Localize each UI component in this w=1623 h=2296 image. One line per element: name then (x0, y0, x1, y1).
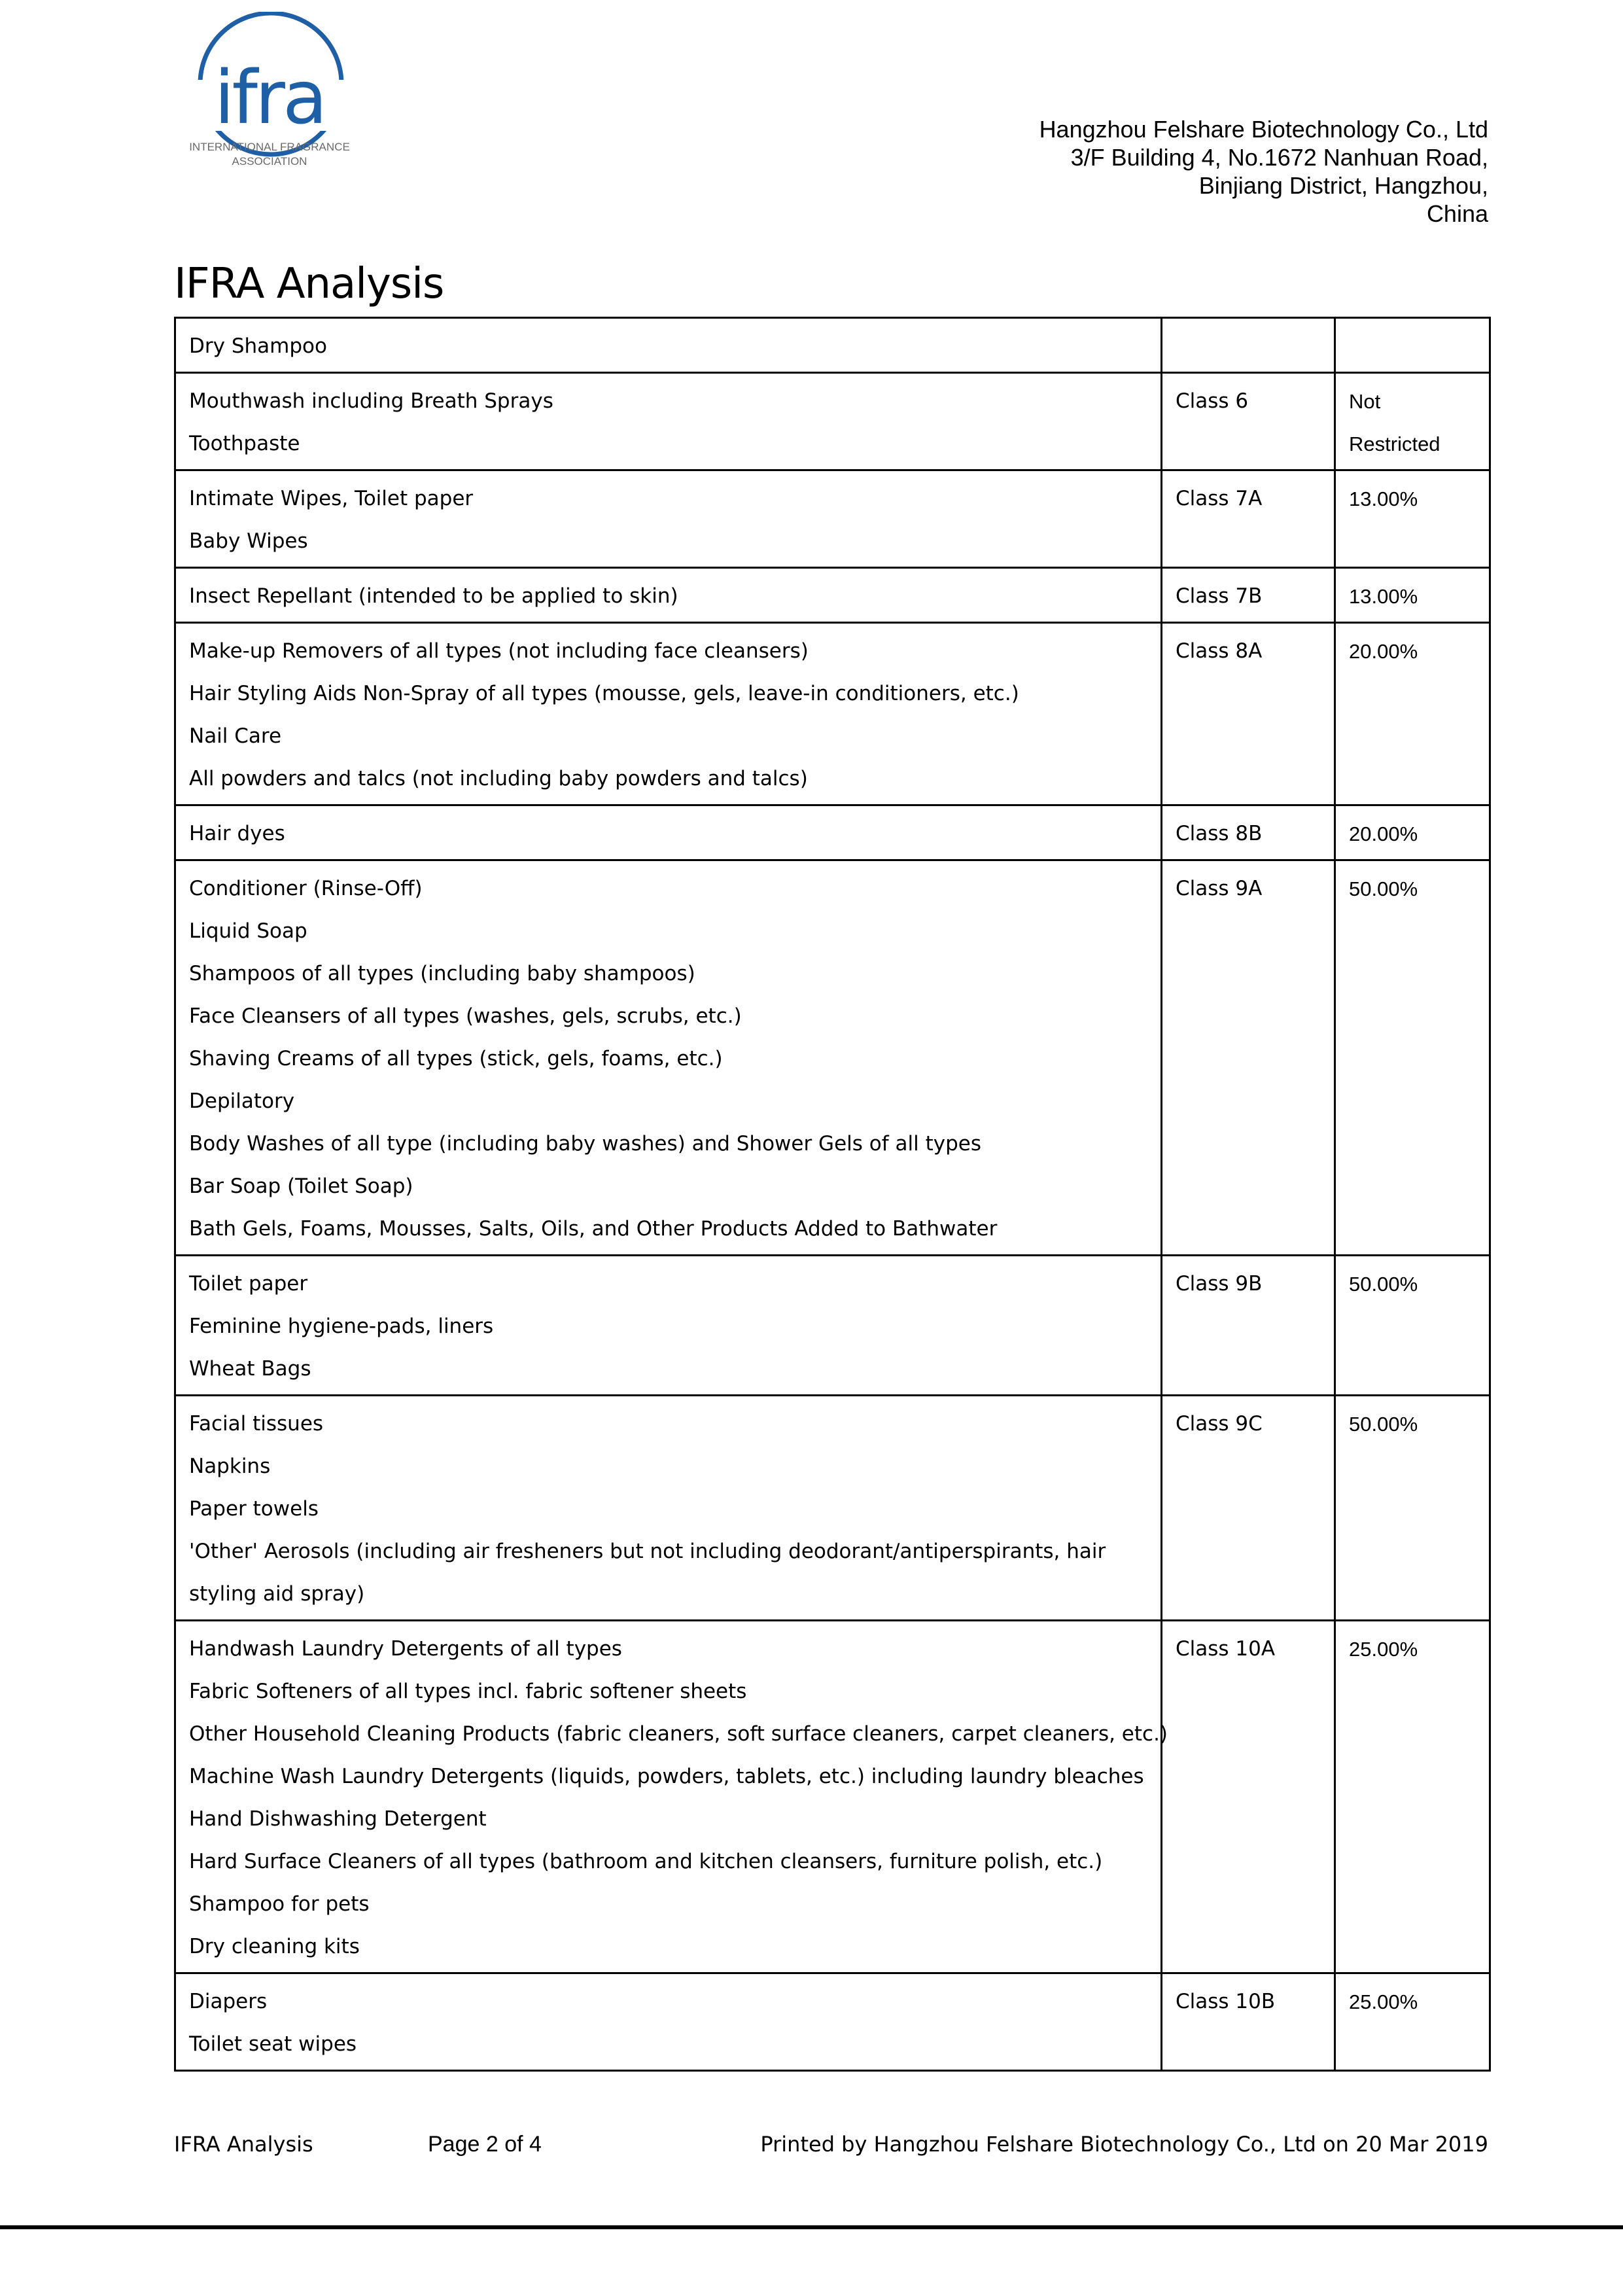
ifra-logo (184, 12, 355, 175)
product-type-item: Other Household Cleaning Products (fabric cleaners, soft surface cleaners, carpet cleaners, etc.) (189, 1722, 1168, 1746)
table-row (175, 623, 1490, 805)
max-limit-cell: 13.00% (1335, 568, 1490, 623)
product-type-item: Dry Shampoo (189, 334, 327, 358)
table-row (175, 1396, 1490, 1621)
product-types-cell (175, 1396, 1162, 1621)
product-types-cell (175, 318, 1162, 373)
product-type-item: Conditioner (Rinse-Off) (189, 877, 423, 900)
ifra-class-cell: Class 9B (1162, 1256, 1335, 1396)
product-type-item: Hand Dishwashing Detergent (189, 1807, 487, 1831)
product-type-item: Dry cleaning kits (189, 1935, 360, 1958)
product-type-item: Shaving Creams of all types (stick, gels, foams, etc.) (189, 1047, 723, 1070)
product-type-item: Fabric Softeners of all types incl. fabric softener sheets (189, 1680, 747, 1703)
company-address-block (1039, 115, 1488, 228)
product-types-cell (175, 1973, 1162, 2071)
product-type-item: Hard Surface Cleaners of all types (bathroom and kitchen cleansers, furniture polish, etc.) (189, 1850, 1103, 1873)
product-type-item: Machine Wash Laundry Detergents (liquids, powders, tablets, etc.) including laundry bleaches (189, 1765, 1144, 1788)
ifra-class-cell: Class 9C (1162, 1396, 1335, 1621)
product-type-item: Toilet seat wipes (189, 2032, 357, 2056)
svg-text:INTERNATIONAL FRAGRANCE: INTERNATIONAL FRAGRANCE (189, 141, 350, 153)
max-limit-cell: 25.00% (1335, 1621, 1490, 1973)
table-row (175, 1256, 1490, 1396)
table-row (175, 860, 1490, 1256)
product-type-item: Toothpaste (189, 432, 300, 455)
bottom-divider (0, 2225, 1623, 2229)
product-type-item: Body Washes of all type (including baby washes) and Shower Gels of all types (189, 1132, 981, 1156)
product-type-item: All powders and talcs (not including baby powders and talcs) (189, 767, 808, 790)
svg-text:ifra: ifra (214, 56, 325, 141)
ifra-class-cell: Class 7A (1162, 470, 1335, 568)
table-row (175, 805, 1490, 860)
product-type-item: Bath Gels, Foams, Mousses, Salts, Oils, and Other Products Added to Bathwater (189, 1217, 998, 1241)
product-type-item: Hair dyes (189, 822, 285, 845)
ifra-class-table-body (175, 318, 1490, 2071)
product-type-item: Paper towels (189, 1497, 319, 1521)
product-type-item: Wheat Bags (189, 1357, 311, 1381)
ifra-logo-graphic (184, 12, 355, 175)
product-type-item: Mouthwash including Breath Sprays (189, 389, 553, 413)
product-types-cell (175, 373, 1162, 470)
company-address-line-3: China (1426, 200, 1488, 227)
ifra-class-cell: Class 10A (1162, 1621, 1335, 1973)
footer-printed-by: Printed by Hangzhou Felshare Biotechnology Co., Ltd on 20 Mar 2019 (760, 2132, 1488, 2157)
ifra-class-table (174, 317, 1491, 2072)
product-type-item: Shampoo for pets (189, 1892, 370, 1916)
product-type-item: Facial tissues (189, 1412, 324, 1436)
page-title: IFRA Analysis (174, 260, 444, 308)
product-type-item: Bar Soap (Toilet Soap) (189, 1174, 413, 1198)
product-types-cell (175, 860, 1162, 1256)
product-types-cell (175, 1256, 1162, 1396)
product-type-item: Toilet paper (189, 1272, 308, 1296)
ifra-class-cell: Class 8B (1162, 805, 1335, 860)
product-type-item: Handwash Laundry Detergents of all types (189, 1637, 622, 1661)
max-limit-cell: 20.00% (1335, 805, 1490, 860)
max-limit-cell: 25.00% (1335, 1973, 1490, 2071)
product-type-item: Depilatory (189, 1089, 295, 1113)
product-type-item: 'Other' Aerosols (including air fresheners but not including deodorant/antiperspirants, hair (189, 1540, 1106, 1563)
table-row (175, 470, 1490, 568)
product-types-cell (175, 568, 1162, 623)
table-row (175, 1973, 1490, 2071)
page-footer (0, 2128, 1623, 2167)
product-type-item: Feminine hygiene-pads, liners (189, 1315, 494, 1338)
product-type-item: Nail Care (189, 724, 282, 748)
ifra-class-cell: Class 9A (1162, 860, 1335, 1256)
max-limit-cell: 50.00% (1335, 860, 1490, 1256)
product-types-cell (175, 623, 1162, 805)
product-type-item: Hair Styling Aids Non-Spray of all types (mousse, gels, leave-in conditioners, etc.) (189, 682, 1019, 705)
product-type-item: Napkins (189, 1455, 271, 1478)
max-limit-cell: 20.00% (1335, 623, 1490, 805)
product-type-item: styling aid spray) (189, 1582, 365, 1606)
company-name: Hangzhou Felshare Biotechnology Co., Ltd (1039, 116, 1488, 143)
table-row (175, 1621, 1490, 1973)
product-type-item: Face Cleansers of all types (washes, gels, scrubs, etc.) (189, 1004, 742, 1028)
product-types-cell (175, 805, 1162, 860)
max-limit-cell: 50.00% (1335, 1396, 1490, 1621)
ifra-class-cell (1162, 318, 1335, 373)
product-type-item: Diapers (189, 1990, 268, 2013)
svg-text:ASSOCIATION: ASSOCIATION (232, 155, 307, 168)
product-types-cell (175, 1621, 1168, 1973)
company-address-line-1: 3/F Building 4, No.1672 Nanhuan Road, (1070, 144, 1488, 171)
product-type-item: Liquid Soap (189, 919, 307, 943)
ifra-class-cell: Class 6 (1162, 373, 1335, 470)
table-row (175, 568, 1490, 623)
footer-doc-title: IFRA Analysis (174, 2132, 313, 2157)
max-limit-cell: 50.00% (1335, 1256, 1490, 1396)
product-type-item: Make-up Removers of all types (not including face cleansers) (189, 639, 809, 663)
footer-page-number: Page 2 of 4 (428, 2132, 542, 2157)
product-types-cell (175, 470, 1162, 568)
max-limit-cell: Not Restricted (1335, 373, 1490, 470)
table-row (175, 373, 1490, 470)
max-limit-cell (1335, 318, 1490, 373)
ifra-class-cell: Class 10B (1162, 1973, 1335, 2071)
product-type-item: Insect Repellant (intended to be applied to skin) (189, 584, 678, 608)
product-type-item: Shampoos of all types (including baby shampoos) (189, 962, 695, 985)
ifra-class-cell: Class 8A (1162, 623, 1335, 805)
company-address-line-2: Binjiang District, Hangzhou, (1198, 172, 1488, 199)
ifra-class-cell: Class 7B (1162, 568, 1335, 623)
product-type-item: Baby Wipes (189, 529, 308, 553)
table-row (175, 318, 1490, 373)
product-type-item: Intimate Wipes, Toilet paper (189, 487, 474, 510)
max-limit-cell: 13.00% (1335, 470, 1490, 568)
